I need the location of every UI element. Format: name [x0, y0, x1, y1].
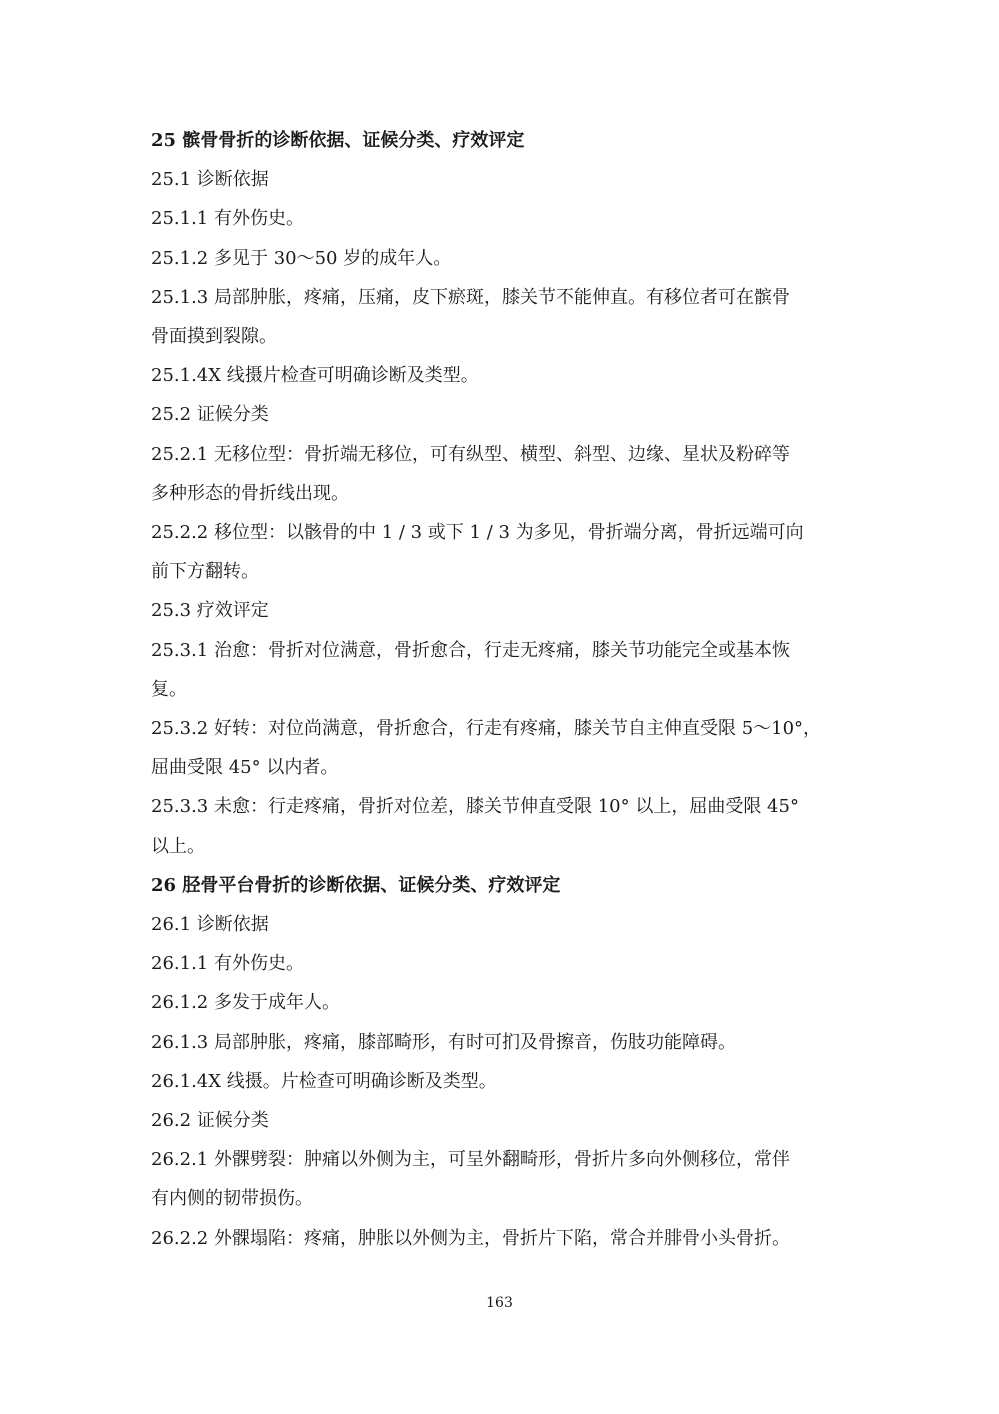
text-line: 25.2.1 无移位型：骨折端无移位，可有纵型、横型、斜型、边缘、星状及粉碎等: [151, 443, 790, 465]
page-body: [151, 121, 851, 1258]
text-line: 屈曲受限 45° 以内者。: [151, 757, 339, 779]
text-line: 26.1.2 多发于成年人。: [151, 992, 340, 1014]
page-number: 163: [486, 1295, 513, 1311]
text-line: 25.1.3 局部肿胀，疼痛，压痛，皮下瘀斑，膝关节不能伸直。有移位者可在髌骨: [151, 286, 790, 308]
text-line: 26.1.1 有外伤史。: [151, 953, 304, 975]
text-line: 25.1.2 多见于 30～50 岁的成年人。: [151, 247, 452, 269]
text-line: 26.2 证候分类: [151, 1110, 269, 1132]
text-line: 骨面摸到裂隙。: [151, 326, 277, 348]
text-line: 25.1.1 有外伤史。: [151, 208, 304, 230]
text-line: 前下方翻转。: [151, 561, 259, 583]
section-heading: 25 髌骨骨折的诊断依据、证候分类、疗效评定: [151, 130, 525, 151]
text-line: 25.3.3 未愈：行走疼痛，骨折对位差，膝关节伸直受限 10° 以上，屈曲受限 45°: [151, 796, 799, 818]
text-line: 25.3.2 好转：对位尚满意，骨折愈合，行走有疼痛，膝关节自主伸直受限 5～10°，: [151, 718, 822, 740]
text-line: 25.1.4X 线摄片检查可明确诊断及类型。: [151, 365, 479, 387]
text-line: 26.1 诊断依据: [151, 914, 269, 936]
text-line: 26.1.3 局部肿胀，疼痛，膝部畸形，有时可扪及骨擦音，伤肢功能障碍。: [151, 1031, 736, 1053]
text-line: 25.1 诊断依据: [151, 169, 269, 191]
section-heading: 26 胫骨平台骨折的诊断依据、证候分类、疗效评定: [151, 874, 561, 896]
text-line: 25.3 疗效评定: [151, 600, 269, 622]
text-line: 25.2.2 移位型：以骸骨的中 1 / 3 或下 1 / 3 为多见，骨折端分离，骨折远端可向: [151, 522, 804, 544]
text-line: 以上。: [151, 835, 205, 857]
text-line: 25.3.1 治愈：骨折对位满意，骨折愈合，行走无疼痛，膝关节功能完全或基本恢: [151, 639, 790, 661]
text-line: 26.2.2 外髁塌陷：疼痛，肿胀以外侧为主，骨折片下陷，常合并腓骨小头骨折。: [151, 1227, 790, 1249]
text-line: 25.2 证候分类: [151, 404, 269, 426]
text-line: 复。: [151, 678, 187, 700]
text-line: 26.2.1 外髁劈裂：肿痛以外侧为主，可呈外翻畸形，骨折片多向外侧移位，常伴: [151, 1149, 790, 1171]
text-line: 有内侧的韧带损伤。: [151, 1188, 313, 1210]
text-line: 26.1.4X 线摄。片检查可明确诊断及类型。: [151, 1070, 497, 1092]
text-line: 多种形态的骨折线出现。: [151, 482, 349, 504]
